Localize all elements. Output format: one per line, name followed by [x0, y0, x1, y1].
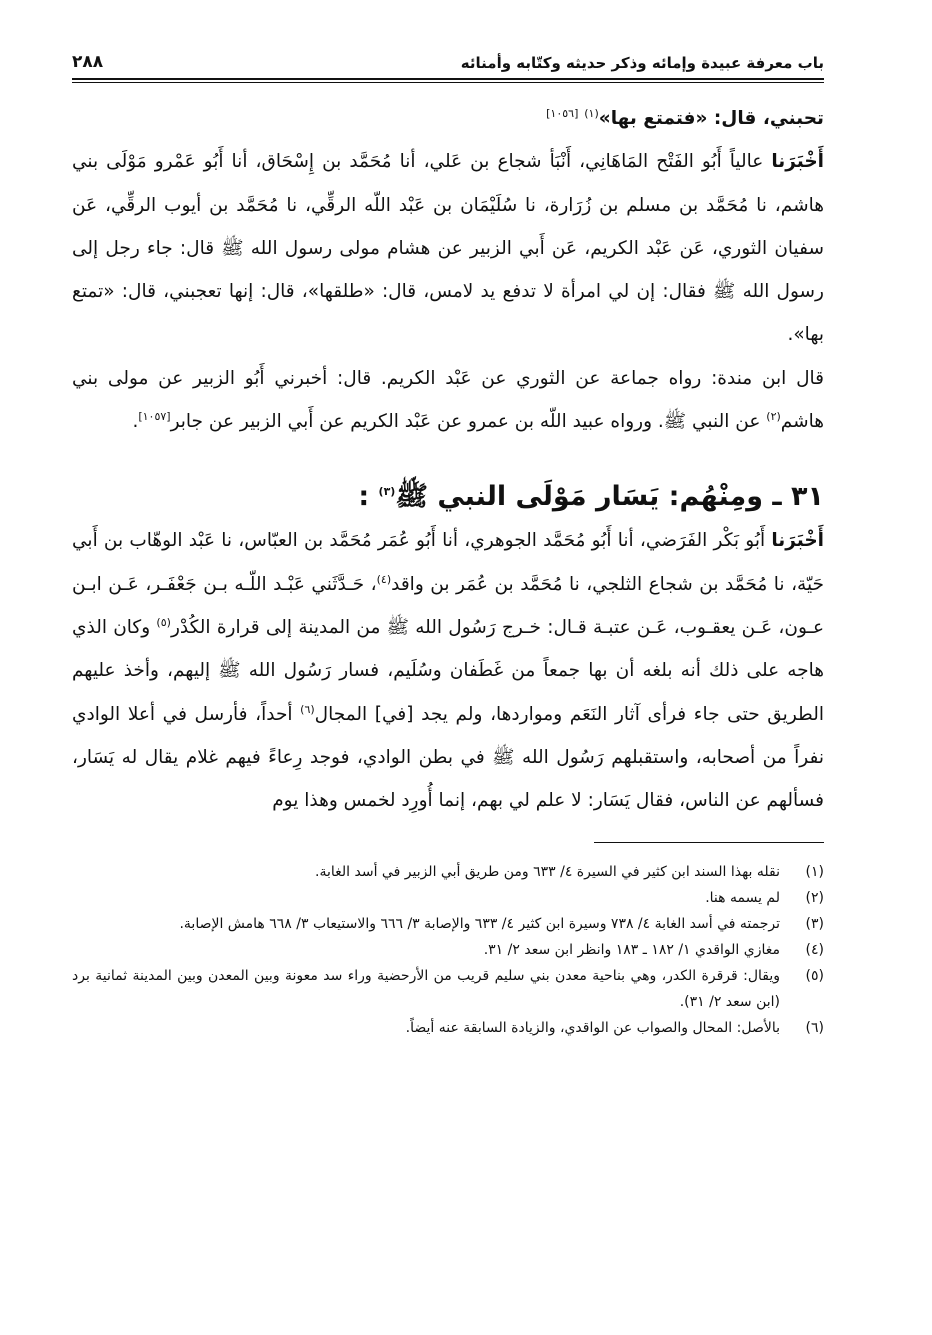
footnote [72, 859, 824, 885]
footnote [72, 1015, 824, 1041]
paragraph-text: قال ابن مندة: رواه جماعة عن الثوري عن عَبْد الكريم. قال: أخبرني أَبُو الزبير عن مولى بني هاشم [72, 367, 824, 433]
paragraph-text: أَبُو بَكْر الفَرَضي، أنا أَبُو مُحَمَّد الجوهري، أنا أَبُو عُمَر مُحَمَّد بن العبّاس، نا عَبْد الوهّاب بن أَبي حَيّة، نا مُحَمَّد بن شجاع الثلجي، نا مُحَمَّد بن عُمَر بن واقد [72, 530, 824, 595]
footnote-ref: (٤) [376, 572, 392, 586]
footnote-text: بالأصل: المحال والصواب عن الواقدي، والزيادة السابقة عنه أيضاً. [405, 1020, 780, 1037]
footnote-ref: (٣) [378, 485, 396, 499]
footnote-ref: (٢) [766, 409, 781, 423]
paragraph-text: عالياً أَبُو الفَتْح المَاهَانِي، أَنْبَأ شجاع بن عَلي، أنا مُحَمَّد بن إِسْحَاق، أنا أَبُو عَمْرو مَوْلَى بني هاشم، نا مُحَمَّد بن مسلم بن زُرَارة، نا سُلَيْمَان بن عَبْد اللّه الرقِّي، نا مُحَمَّد بن أيوب الرقِّي، عَن سفيان الثوري، عَن عَبْد الكريم، عَن أَبي الزبير عن هشام مولى رسول الله ﷺ قال: جاء رجل إلى رسول الله ﷺ فقال: إن لي امرأة لا تدفع يد لامس، قال: «طلقها»، قال: إنها تعجبني، قال: «تمتع بها». [72, 151, 824, 346]
footnote-ref: (٥) [156, 615, 171, 629]
footnote-text: ترجمته في أسد الغابة ٤/ ٧٣٨ وسيرة ابن كثير ٤/ ٦٣٣ والإصابة ٣/ ٦٦٦ والاستيعاب ٣/ ٦٦٨ هامش الإصابة. [179, 916, 780, 933]
footnote-number: (٢) [805, 890, 824, 907]
paragraph: قال ابن مندة: رواه جماعة عن الثوري عن عَبْد الكريم. قال: أخبرني أَبُو الزبير عن مولى بني هاشم$^{(٢)}$ عن النبي ﷺ. ورواه عبيد اللّه بن عمرو عن عَبْد الكريم عن أَبي الزبير عن جابر[١٠٥٧]. [72, 367, 824, 433]
footnotes [72, 859, 824, 1041]
section-title: ٣١ ـ ومِنْهُم: يَسَار مَوْلَى النبي ﷺ [395, 481, 824, 513]
paragraph-text: أحداً، فأرسل في أعلا الوادي نفراً من أصحابه، واستقبلهم رَسُول الله ﷺ في بطن الوادي، فوجد رِعاءً فيهم غلام يقال له يَسَار، فسألهم عن الناس، فقال يَسَار: لا علم لي بهم، إنما أُورِد لخمس وهذا يوم [72, 703, 824, 812]
main-text [72, 97, 824, 822]
paragraph-text: وكان الذي هاجه على ذلك أنه بلغه أن بها جمعاً من غَطَفان وسُلَيم، فسار رَسُول الله ﷺ إليهم، وأخذ عليهم الطريق حتى جاء فرأى آثار النَعَم ومواردها، ولم يجد [في] المجال [72, 616, 824, 725]
footnote [72, 963, 824, 1015]
footnote-number: (٣) [805, 916, 824, 933]
footnote-number: (١) [805, 864, 824, 881]
footnote-number: (٥) [805, 968, 824, 985]
footnotes-section [72, 842, 824, 1041]
footnote-number: (٦) [805, 1020, 824, 1037]
running-title: باب معرفة عبيدة وإمائه وذكر حديثه وكتّابه وأمنائه [460, 54, 824, 72]
section-heading: ٣١ ـ ومِنْهُم: يَسَار مَوْلَى النبي ﷺ$^{(٣)}$ : [358, 481, 824, 513]
header-rule-thin [72, 82, 824, 83]
footnote-number: (٤) [805, 942, 824, 959]
footnote-ref: (٦) [300, 702, 315, 716]
book-page [72, 52, 824, 1041]
footnote [72, 885, 824, 911]
hadith-number: [١٠٥٧] [138, 409, 171, 423]
page-header [72, 52, 824, 76]
paragraph [72, 140, 824, 356]
page-number: ٢٨٨ [72, 52, 104, 72]
footnote [72, 911, 824, 937]
footnote-text: نقله بهذا السند ابن كثير في السيرة ٤/ ٦٣٣ ومن طريق أبي الزبير في أسد الغابة. [315, 864, 780, 881]
hadith-number: [١٠٥٦] [546, 106, 579, 120]
lead-word: أَخْبَرَنا [771, 530, 824, 552]
paragraph [72, 519, 824, 822]
footnote-ref: (١) [584, 106, 599, 120]
footnote [72, 937, 824, 963]
footnote-text: ويقال: قرقرة الكدر، وهي بناحية معدن بني سليم قريب من الأرحضية وراء سد معونة وبين المعدن وبين المدينة ثمانية برد (ابن سعد ٢/ ٣١). [72, 968, 780, 1011]
paragraph-text: ، حَـدَّثَني عَبْـد اللّـه بـن جَعْفَـر، عَـن ابـن عـون، عَـن يعقـوب، عَـن عتبـة قـال: خـرج رَسُول الله ﷺ من المدينة إلى قرارة الكُدْر [72, 573, 824, 638]
lead-word: أَخْبَرَنا [771, 151, 824, 173]
paragraph-continuation [72, 97, 824, 140]
footnote-text: لم يسمه هنا. [705, 890, 780, 907]
footnote-divider [594, 842, 824, 843]
header-rule [72, 78, 824, 80]
footnote-text: مغازي الواقدي ١/ ١٨٢ ـ ١٨٣ وانظر ابن سعد ٢/ ٣١. [483, 942, 780, 959]
paragraph-text: عن النبي ﷺ. ورواه عبيد اللّه بن عمرو عن عَبْد الكريم عن أَبي الزبير عن جابر [170, 411, 767, 433]
paragraph-text: تحبني، قال: «فتمتع بها» [598, 108, 824, 129]
